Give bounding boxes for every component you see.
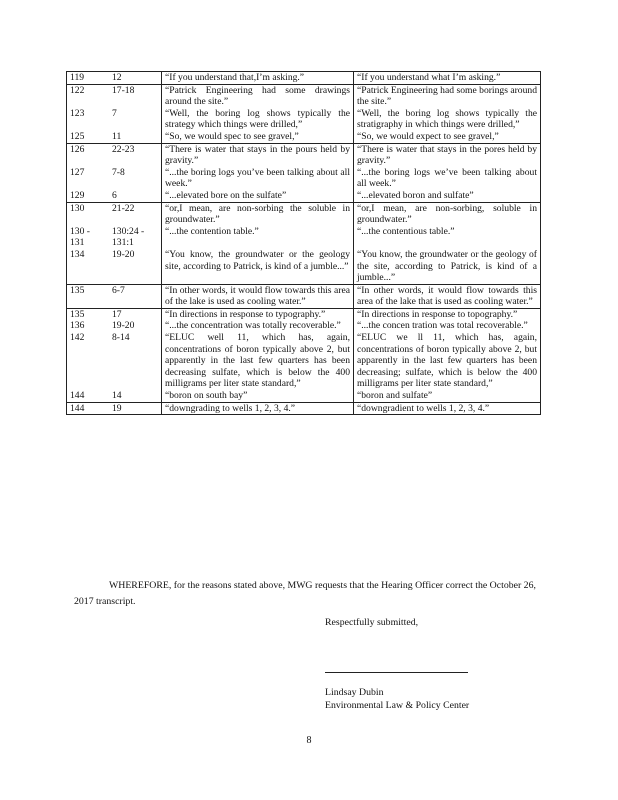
cell-transcript: “Patrick Engineering had some drawings around the site.” [162,84,354,108]
cell-transcript: “...the contention table.” [162,226,354,249]
cell-correction: “...the boring logs we’ve been talking about all week.” [354,167,541,190]
errata-table-body [67,72,541,415]
signature-block [325,686,469,712]
cell-transcript: “boron on south bay” [162,390,354,402]
cell-correction: “In directions in response to topography.” [354,308,541,320]
cell-page: 122 [67,84,110,108]
cell-line: 14 [112,390,122,402]
signature-line [325,672,468,673]
cell-line: 8-14 [112,332,130,344]
cell-transcript: “...elevated bore on the sulfate” [162,190,354,202]
cell-page: 130 [67,202,110,226]
table-row [67,108,541,131]
table-row [67,202,541,226]
table-row [67,390,541,402]
signer-organization: Environmental Law & Policy Center [325,700,470,711]
cell-page: 135 [67,284,110,308]
cell-correction: “If you understand what I’m asking.” [354,72,541,85]
cell-transcript: “If you understand that,I’m asking.” [162,72,354,85]
cell-transcript: “downgrading to wells 1, 2, 3, 4.” [162,402,354,415]
cell-line: 7-8 [112,166,125,178]
cell-page: 144 [67,390,110,402]
cell-transcript: “In other words, it would flow towards this area of the lake is used as cooling water.” [162,284,354,308]
cell-transcript: “So, we would spec to see gravel,” [162,131,354,143]
cell-page: 130 - 131 [67,226,110,249]
cell-correction: “There is water that stays in the pores held by gravity.” [354,143,541,167]
cell-line: 19-20 [112,248,135,260]
wherefore-text: WHEREFORE, for the reasons stated above, MWG requests that the Hearing Officer correct the October 26, 2017 transcript. [74,580,536,607]
cell-page: 144 [67,402,110,415]
cell-page: 142 [67,332,110,390]
errata-table [66,71,541,415]
cell-transcript: “...the boring logs you’ve been talking about all week.” [162,167,354,190]
cell-correction: “boron and sulfate” [354,390,541,402]
table-row [67,131,541,143]
cell-correction: “So, we would expect to see gravel,” [354,131,541,143]
cell-line: 12 [109,72,162,85]
cell-page: 119 [67,72,110,85]
cell-page: 126 [67,143,110,167]
cell-line: 21-22 [109,202,162,226]
cell-line: 6 [112,189,117,201]
cell-line: 22-23 [109,143,162,167]
cell-line: 17 [109,308,162,320]
cell-transcript: “There is water that stays in the pours held by gravity.” [162,143,354,167]
cell-transcript: “You know, the groundwater or the geology site, according to Patrick, is kind of a jumble...” [162,249,354,284]
cell-correction: “ELUC we ll 11, which has, again, concentrations of boron typically above 2, but apparently in the last few quarters has been decreasing; sulfate, which is below the 400 milligrams per liter state standard,” [354,332,541,390]
cell-page: 123 [67,108,110,131]
cell-correction: “You know, the groundwater or the geology of the site, according to Patrick, is kind of a jumble...” [354,249,541,284]
cell-transcript: “Well, the boring log shows typically the strategy which things were drilled,” [162,108,354,131]
cell-line: 19 [109,402,162,415]
table-row [67,249,541,284]
page-number: 8 [306,735,312,746]
cell-correction: “downgradient to wells 1, 2, 3, 4.” [354,402,541,415]
cell-correction: “...elevated boron and sulfate” [354,190,541,202]
closing-text: Respectfully submitted, [325,617,419,628]
table-row [67,190,541,202]
cell-correction: “...the contentious table.” [354,226,541,249]
cell-correction: “Patrick Engineering had some borings around the site.” [354,84,541,108]
table-row [67,320,541,332]
table-row [67,72,541,85]
cell-line: 19-20 [112,320,135,332]
cell-line: 11 [112,130,122,142]
cell-page: 136 [67,320,110,332]
table-row [67,402,541,415]
cell-transcript: “ELUC well 11, which has, again, concentrations of boron typically above 2, but apparently in the last few quarters has been decreasing sulfate, which is below the 400 milligrams per liter state standard,” [162,332,354,390]
cell-transcript: “...the concentration was totally recoverable.” [162,320,354,332]
table-row [67,143,541,167]
cell-page: 127 [67,167,110,190]
cell-transcript: “In directions in response to typography.” [162,308,354,320]
cell-correction: “Well, the boring log shows typically the stratigraphy in which things were drilled,” [354,108,541,131]
signer-name: Lindsay Dubin [325,687,384,698]
cell-correction: “...the concen tration was total recoverable.” [354,320,541,332]
cell-page: 135 [67,308,110,320]
cell-line: 6-7 [109,284,162,308]
cell-page: 129 [67,190,110,202]
cell-correction: “or,I mean, are non-sorbing, soluble in groundwater.” [354,202,541,226]
table-row [67,332,541,390]
wherefore-paragraph [74,578,554,610]
cell-line: 7 [112,107,117,119]
table-row [67,167,541,190]
cell-transcript: “or,I mean, are non-sorbing the soluble in groundwater.” [162,202,354,226]
table-row [67,284,541,308]
cell-page: 125 [67,131,110,143]
table-row [67,308,541,320]
cell-page: 134 [67,249,110,284]
table-row [67,84,541,108]
cell-line: 17-18 [109,84,162,108]
cell-correction: “In other words, it would flow towards this area of the lake that is used as cooling water.” [354,284,541,308]
cell-line: 130:24 - 131:1 [112,225,145,249]
table-row [67,226,541,249]
